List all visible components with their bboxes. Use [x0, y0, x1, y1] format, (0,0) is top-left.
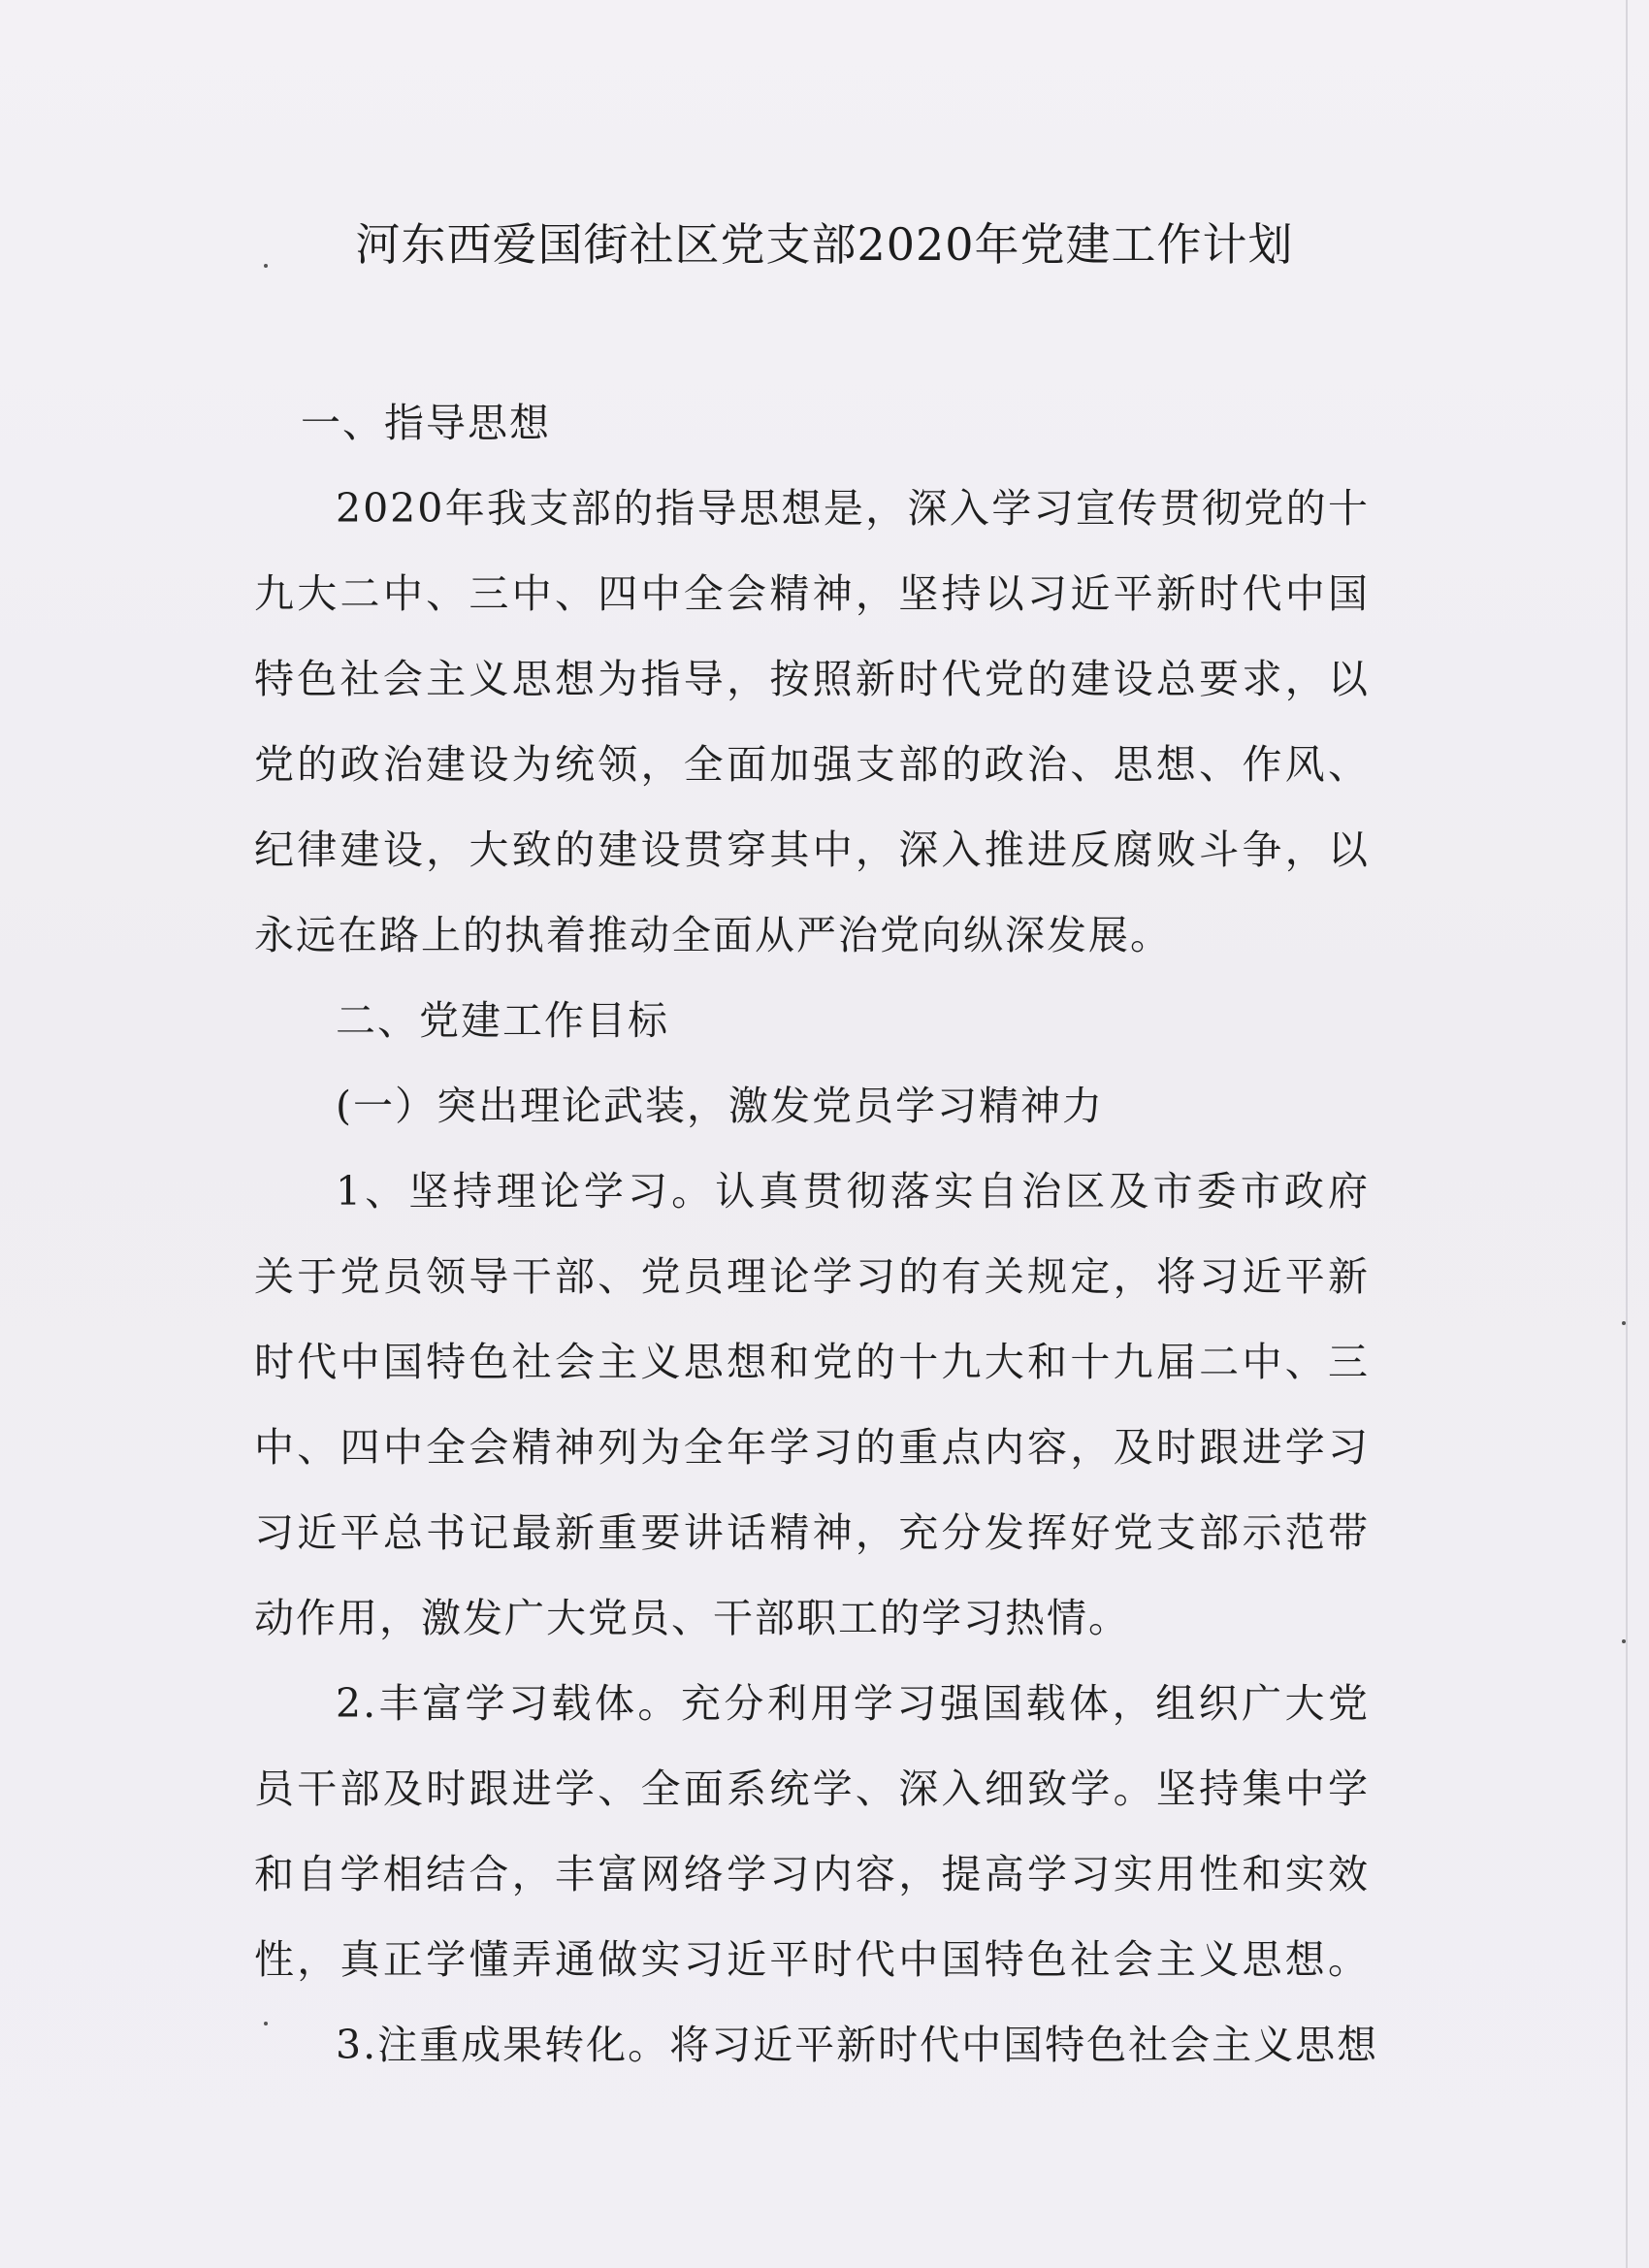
paragraph-line: 关于党员领导干部、党员理论学习的有关规定，将习近平新: [254, 1253, 1370, 1300]
paragraph-line: 党的政治建设为统领，全面加强支部的政治、思想、作风、: [254, 741, 1370, 788]
paragraph-line: 永远在路上的执着推动全面从严治党向纵深发展。: [254, 912, 1172, 958]
paragraph-line: 1、坚持理论学习。认真贯彻落实自治区及市委市政府: [336, 1168, 1370, 1215]
paragraph-line: 3.注重成果转化。将习近平新时代中国特色社会主义思想: [336, 2022, 1379, 2068]
subsection-heading: (一）突出理论武装，激发党员学习精神力: [336, 1083, 1104, 1129]
paragraph-line: 习近平总书记最新重要讲话精神，充分发挥好党支部示范带: [254, 1509, 1370, 1556]
paragraph-line: 动作用，激发广大党员、干部职工的学习热情。: [254, 1595, 1130, 1641]
scan-speck: [1622, 1321, 1626, 1325]
paragraph-line: 九大二中、三中、四中全会精神，坚持以习近平新时代中国: [254, 570, 1370, 617]
paragraph-line: 员干部及时跟进学、全面系统学、深入细致学。坚持集中学: [254, 1766, 1370, 1812]
document-title: 河东西爱国街社区党支部2020年党建工作计划: [355, 218, 1294, 271]
scan-speck: [1622, 1639, 1626, 1643]
paragraph-line: 中、四中全会精神列为全年学习的重点内容，及时跟进学习: [254, 1424, 1370, 1471]
paragraph-line: 时代中国特色社会主义思想和党的十九大和十九届二中、三: [254, 1339, 1370, 1385]
section-heading-guiding-thought: 一、指导思想: [301, 400, 551, 446]
paragraph-line: 2020年我支部的指导思想是，深入学习宣传贯彻党的十: [336, 485, 1370, 532]
paragraph-line: 2.丰富学习载体。充分利用学习强国载体，组织广大党: [336, 1680, 1370, 1727]
paragraph-line: 性，真正学懂弄通做实习近平时代中国特色社会主义思想。: [254, 1936, 1370, 1983]
section-heading-work-goals: 二、党建工作目标: [336, 997, 669, 1044]
paragraph-line: 纪律建设，大致的建设贯穿其中，深入推进反腐败斗争，以: [254, 826, 1370, 873]
paragraph-line: 特色社会主义思想为指导，按照新时代党的建设总要求，以: [254, 656, 1370, 702]
paragraph-line: 和自学相结合，丰富网络学习内容，提高学习实用性和实效: [254, 1851, 1370, 1897]
document-body: [254, 380, 1379, 2088]
page-edge-line: [1626, 0, 1628, 2268]
